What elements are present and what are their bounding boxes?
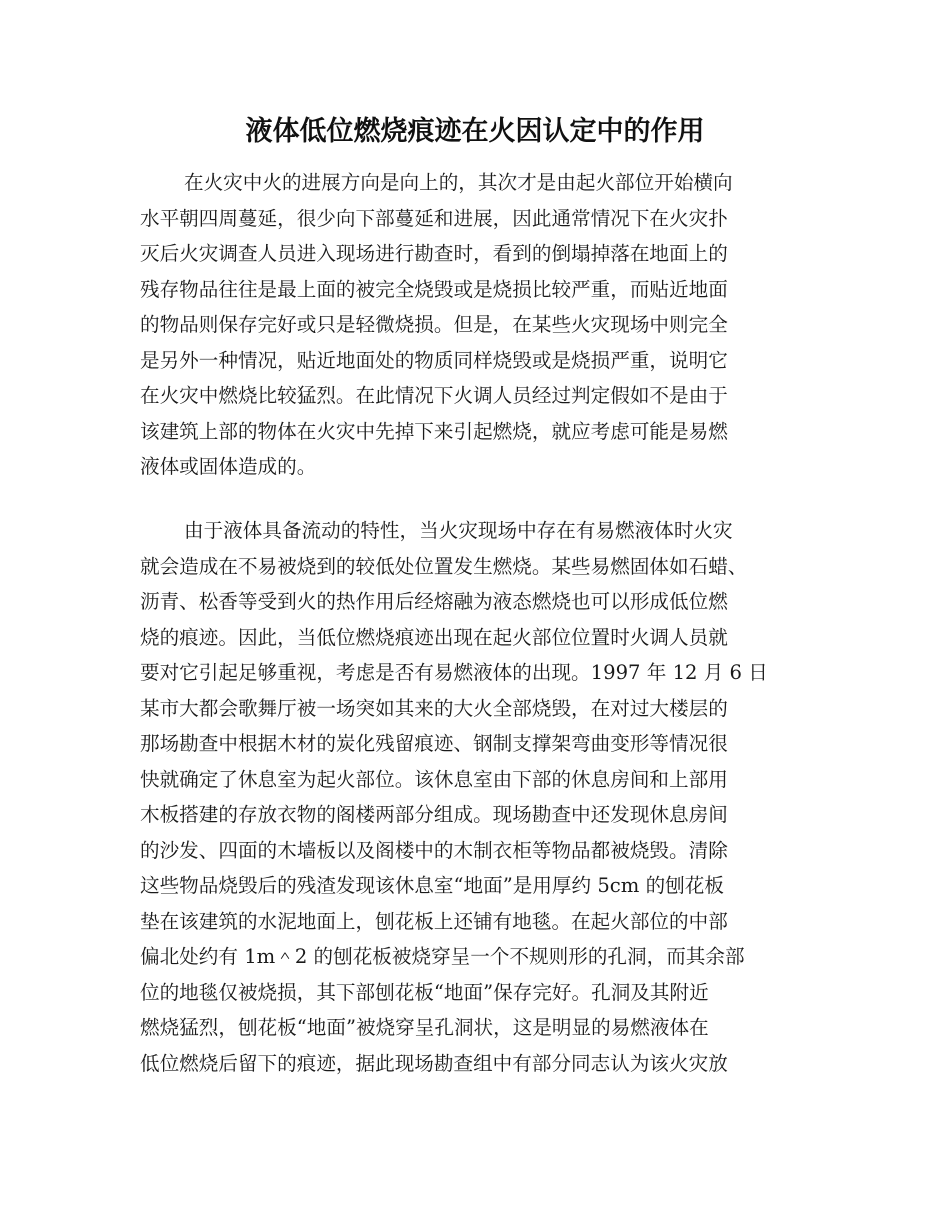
- text-line: 燃烧猛烈，刨花板“地面”被烧穿呈孔洞状，这是明显的易燃液体在: [140, 1016, 709, 1039]
- text-line: 低位燃烧后留下的痕迹，据此现场勘查组中有部分同志认为该火灾放: [140, 1051, 728, 1075]
- text-line: 就会造成在不易被烧到的较低处位置发生燃烧。某些易燃固体如石蜡、: [140, 554, 748, 578]
- text-line: 木板搭建的存放衣物的阁楼两部分组成。现场勘查中还发现休息房间: [140, 803, 728, 826]
- text-line: 快就确定了休息室为起火部位。该休息室由下部的休息房间和上部用: [140, 767, 728, 791]
- text-line: 的沙发、四面的木墙板以及阁楼中的木制衣柜等物品都被烧毁。清除: [140, 838, 728, 862]
- text-line: 位的地毯仅被烧损，其下部刨花板“地面”保存完好。孔洞及其附近: [140, 980, 709, 1004]
- text-line: 那场勘查中根据木材的炭化残留痕迹、钢制支撑架弯曲变形等情况很: [140, 732, 728, 755]
- text-line: 的物品则保存完好或只是轻微烧损。但是，在某些火灾现场中则完全: [140, 313, 728, 336]
- text-line: 要对它引起足够重视，考虑是否有易燃液体的出现。1997 年 12 月 6 日: [140, 661, 768, 684]
- paragraph-2: [140, 513, 808, 1081]
- text-line: 是另外一种情况，贴近地面处的物质同样烧毁或是烧损严重，说明它: [140, 348, 728, 372]
- text-line: 沥青、松香等受到火的热作用后经熔融为液态燃烧也可以形成低位燃: [140, 590, 728, 613]
- text-line: 该建筑上部的物体在火灾中先掉下来引起燃烧，就应考虑可能是易燃: [140, 419, 728, 443]
- text-line: 液体或固体造成的。: [140, 455, 317, 478]
- text-line: 残存物品往往是最上面的被完全烧毁或是烧损比较严重，而贴近地面: [140, 277, 728, 301]
- text-line: 由于液体具备流动的特性，当火灾现场中存在有易燃液体时火灾: [184, 519, 733, 542]
- text-line: 在火灾中燃烧比较猛烈。在此情况下火调人员经过判定假如不是由于: [140, 384, 728, 407]
- paragraph-1: [140, 165, 808, 485]
- text-line: 垫在该建筑的水泥地面上，刨花板上还铺有地毯。在起火部位的中部: [140, 909, 728, 933]
- text-line: 水平朝四周蔓延，很少向下部蔓延和进展，因此通常情况下在火灾扑: [140, 206, 728, 230]
- text-line: 这些物品烧毁后的残渣发现该休息室“地面”是用厚约 5cm 的刨花板: [140, 874, 724, 897]
- text-line: 灭后火灾调查人员进入现场进行勘查时，看到的倒塌掉落在地面上的: [140, 242, 728, 265]
- text-line: 在火灾中火的进展方向是向上的，其次才是由起火部位开始横向: [184, 171, 733, 194]
- text-line: 偏北处约有 1m＾2 的刨花板被烧穿呈一个不规则形的孔洞，而其余部: [140, 945, 745, 968]
- text-line: 某市大都会歌舞厅被一场突如其来的大火全部烧毁，在对过大楼层的: [140, 696, 728, 720]
- text-line: 烧的痕迹。因此，当低位燃烧痕迹出现在起火部位位置时火调人员就: [140, 625, 728, 649]
- document-title: 液体低位燃烧痕迹在火因认定中的作用: [245, 116, 705, 147]
